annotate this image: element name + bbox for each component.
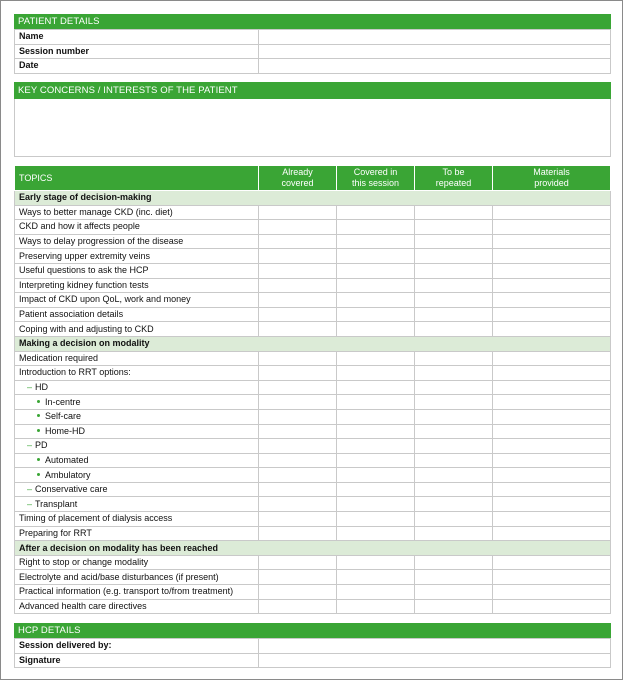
status-checkbox-cell[interactable] bbox=[337, 263, 415, 278]
topic-row bbox=[15, 366, 611, 381]
status-checkbox-cell[interactable] bbox=[493, 497, 611, 512]
patient-details-label: Session number bbox=[15, 44, 259, 59]
topic-label: PD bbox=[35, 440, 48, 451]
status-checkbox-cell[interactable] bbox=[493, 395, 611, 410]
topic-label: Preserving upper extremity veins bbox=[19, 250, 151, 261]
topic-label: Right to stop or change modality bbox=[19, 557, 149, 568]
status-checkbox-cell[interactable] bbox=[415, 468, 493, 483]
topic-row bbox=[15, 249, 611, 264]
topic-label: In-centre bbox=[45, 396, 81, 407]
key-concerns-header: KEY CONCERNS / INTERESTS OF THE PATIENT bbox=[14, 82, 611, 99]
topic-row bbox=[15, 293, 611, 308]
status-checkbox-cell[interactable] bbox=[415, 395, 493, 410]
status-checkbox-cell[interactable] bbox=[493, 205, 611, 220]
status-column-header: To be repeated bbox=[415, 166, 493, 191]
topics-section bbox=[14, 165, 611, 614]
status-checkbox-cell[interactable] bbox=[493, 220, 611, 235]
topic-label: Practical information (e.g. transport to/from treatment) bbox=[19, 586, 234, 597]
status-checkbox-cell[interactable] bbox=[493, 453, 611, 468]
status-checkbox-cell[interactable] bbox=[337, 322, 415, 337]
status-checkbox-cell[interactable] bbox=[259, 526, 337, 541]
patient-details-value-field[interactable] bbox=[259, 44, 611, 59]
hcp-details-header: HCP DETAILS bbox=[14, 623, 611, 638]
status-checkbox-cell[interactable] bbox=[259, 205, 337, 220]
status-checkbox-cell[interactable] bbox=[337, 234, 415, 249]
topic-label: Preparing for RRT bbox=[19, 527, 92, 538]
status-checkbox-cell[interactable] bbox=[259, 599, 337, 614]
dot-bullet-icon bbox=[37, 473, 40, 476]
status-checkbox-cell[interactable] bbox=[493, 380, 611, 395]
status-checkbox-cell[interactable] bbox=[493, 351, 611, 366]
patient-details-value-field[interactable] bbox=[259, 30, 611, 45]
topic-cell bbox=[15, 555, 259, 570]
topic-row bbox=[15, 351, 611, 366]
hcp-details-row bbox=[15, 653, 611, 668]
topic-cell bbox=[15, 307, 259, 322]
status-checkbox-cell[interactable] bbox=[415, 263, 493, 278]
status-checkbox-cell[interactable] bbox=[493, 234, 611, 249]
hcp-details-table bbox=[14, 638, 611, 668]
status-checkbox-cell[interactable] bbox=[415, 570, 493, 585]
topic-cell bbox=[15, 351, 259, 366]
topic-label: Ambulatory bbox=[45, 469, 91, 480]
topic-row bbox=[15, 497, 611, 512]
dash-bullet-icon: – bbox=[27, 498, 33, 509]
status-checkbox-cell[interactable] bbox=[259, 409, 337, 424]
status-checkbox-cell[interactable] bbox=[415, 512, 493, 527]
topic-label: Ways to better manage CKD (inc. diet) bbox=[19, 206, 173, 217]
status-checkbox-cell[interactable] bbox=[415, 322, 493, 337]
topic-label: Transplant bbox=[35, 498, 78, 509]
topic-label: CKD and how it affects people bbox=[19, 221, 140, 232]
status-checkbox-cell[interactable] bbox=[493, 249, 611, 264]
status-checkbox-cell[interactable] bbox=[493, 293, 611, 308]
topic-cell bbox=[15, 278, 259, 293]
topic-row bbox=[15, 512, 611, 527]
topic-cell bbox=[15, 599, 259, 614]
topic-cell bbox=[15, 322, 259, 337]
status-checkbox-cell[interactable] bbox=[493, 599, 611, 614]
status-checkbox-cell[interactable] bbox=[415, 293, 493, 308]
topic-label: Self-care bbox=[45, 411, 82, 422]
status-checkbox-cell[interactable] bbox=[337, 205, 415, 220]
status-checkbox-cell[interactable] bbox=[415, 497, 493, 512]
topic-label: Automated bbox=[45, 454, 89, 465]
key-concerns-field[interactable] bbox=[14, 99, 611, 157]
topic-row bbox=[15, 585, 611, 600]
status-checkbox-cell[interactable] bbox=[337, 497, 415, 512]
status-checkbox-cell[interactable] bbox=[415, 380, 493, 395]
topic-row bbox=[15, 322, 611, 337]
status-column-header: Materials provided bbox=[493, 166, 611, 191]
dash-bullet-icon: – bbox=[27, 484, 33, 495]
topic-label: Advanced health care directives bbox=[19, 600, 147, 611]
hcp-details-value-field[interactable] bbox=[259, 653, 611, 668]
status-checkbox-cell[interactable] bbox=[259, 263, 337, 278]
topic-cell bbox=[15, 512, 259, 527]
section-row bbox=[15, 541, 611, 556]
section-row bbox=[15, 336, 611, 351]
topic-label: Ways to delay progression of the disease bbox=[19, 236, 184, 247]
section-title: Making a decision on modality bbox=[15, 336, 611, 351]
topics-table bbox=[14, 165, 611, 614]
status-checkbox-cell[interactable] bbox=[493, 512, 611, 527]
topic-row bbox=[15, 220, 611, 235]
topic-row bbox=[15, 234, 611, 249]
status-checkbox-cell[interactable] bbox=[259, 307, 337, 322]
status-checkbox-cell[interactable] bbox=[337, 351, 415, 366]
topic-label: Home-HD bbox=[45, 425, 86, 436]
patient-details-value-field[interactable] bbox=[259, 59, 611, 74]
status-checkbox-cell[interactable] bbox=[493, 482, 611, 497]
topic-row bbox=[15, 409, 611, 424]
status-checkbox-cell[interactable] bbox=[493, 570, 611, 585]
topic-cell bbox=[15, 263, 259, 278]
topic-cell bbox=[15, 249, 259, 264]
topic-cell bbox=[15, 380, 259, 395]
status-checkbox-cell[interactable] bbox=[259, 366, 337, 381]
topic-label: Electrolyte and acid/base disturbances (if present) bbox=[19, 571, 219, 582]
topic-cell bbox=[15, 570, 259, 585]
status-checkbox-cell[interactable] bbox=[415, 307, 493, 322]
status-checkbox-cell[interactable] bbox=[259, 482, 337, 497]
status-checkbox-cell[interactable] bbox=[415, 205, 493, 220]
status-checkbox-cell[interactable] bbox=[259, 249, 337, 264]
status-checkbox-cell[interactable] bbox=[415, 599, 493, 614]
dash-bullet-icon: – bbox=[27, 382, 33, 393]
patient-details-label: Name bbox=[15, 30, 259, 45]
topic-cell bbox=[15, 526, 259, 541]
status-checkbox-cell[interactable] bbox=[493, 366, 611, 381]
key-concerns-section bbox=[14, 82, 611, 157]
topic-row bbox=[15, 205, 611, 220]
dot-bullet-icon bbox=[37, 414, 40, 417]
status-checkbox-cell[interactable] bbox=[415, 526, 493, 541]
status-checkbox-cell[interactable] bbox=[259, 234, 337, 249]
topic-row bbox=[15, 278, 611, 293]
topic-row bbox=[15, 468, 611, 483]
status-checkbox-cell[interactable] bbox=[259, 278, 337, 293]
topic-label: Medication required bbox=[19, 352, 99, 363]
patient-details-row bbox=[15, 44, 611, 59]
status-checkbox-cell[interactable] bbox=[493, 439, 611, 454]
status-checkbox-cell[interactable] bbox=[415, 234, 493, 249]
topic-row bbox=[15, 263, 611, 278]
patient-details-header: PATIENT DETAILS bbox=[14, 14, 611, 29]
status-checkbox-cell[interactable] bbox=[415, 220, 493, 235]
status-checkbox-cell[interactable] bbox=[337, 380, 415, 395]
status-checkbox-cell[interactable] bbox=[337, 453, 415, 468]
topic-label: Patient association details bbox=[19, 309, 124, 320]
hcp-details-label: Session delivered by: bbox=[15, 639, 259, 654]
topic-row bbox=[15, 526, 611, 541]
status-checkbox-cell[interactable] bbox=[415, 351, 493, 366]
patient-details-label: Date bbox=[15, 59, 259, 74]
section-title: Early stage of decision-making bbox=[15, 191, 611, 206]
status-checkbox-cell[interactable] bbox=[259, 439, 337, 454]
topic-cell bbox=[15, 497, 259, 512]
patient-details-row bbox=[15, 59, 611, 74]
patient-details-row bbox=[15, 30, 611, 45]
topic-row bbox=[15, 599, 611, 614]
status-checkbox-cell[interactable] bbox=[415, 453, 493, 468]
status-checkbox-cell[interactable] bbox=[337, 409, 415, 424]
topic-cell bbox=[15, 409, 259, 424]
section-title: After a decision on modality has been reached bbox=[15, 541, 611, 556]
status-checkbox-cell[interactable] bbox=[337, 366, 415, 381]
status-checkbox-cell[interactable] bbox=[415, 439, 493, 454]
status-checkbox-cell[interactable] bbox=[259, 453, 337, 468]
topic-row bbox=[15, 439, 611, 454]
status-checkbox-cell[interactable] bbox=[415, 409, 493, 424]
status-checkbox-cell[interactable] bbox=[337, 526, 415, 541]
status-checkbox-cell[interactable] bbox=[337, 307, 415, 322]
topic-label: Timing of placement of dialysis access bbox=[19, 513, 173, 524]
status-checkbox-cell[interactable] bbox=[493, 468, 611, 483]
topic-row bbox=[15, 570, 611, 585]
topic-label: Coping with and adjusting to CKD bbox=[19, 323, 154, 334]
dot-bullet-icon bbox=[37, 400, 40, 403]
status-checkbox-cell[interactable] bbox=[493, 322, 611, 337]
status-checkbox-cell[interactable] bbox=[415, 249, 493, 264]
status-checkbox-cell[interactable] bbox=[337, 482, 415, 497]
topic-cell bbox=[15, 585, 259, 600]
status-checkbox-cell[interactable] bbox=[259, 468, 337, 483]
status-checkbox-cell[interactable] bbox=[415, 424, 493, 439]
topic-cell bbox=[15, 482, 259, 497]
dot-bullet-icon bbox=[37, 429, 40, 432]
status-checkbox-cell[interactable] bbox=[337, 570, 415, 585]
status-column-header: Covered in this session bbox=[337, 166, 415, 191]
topic-label: Interpreting kidney function tests bbox=[19, 279, 149, 290]
topic-label: Conservative care bbox=[35, 484, 108, 495]
section-row bbox=[15, 191, 611, 206]
status-checkbox-cell[interactable] bbox=[337, 220, 415, 235]
status-checkbox-cell[interactable] bbox=[415, 585, 493, 600]
topic-cell bbox=[15, 424, 259, 439]
status-checkbox-cell[interactable] bbox=[415, 278, 493, 293]
status-checkbox-cell[interactable] bbox=[337, 424, 415, 439]
status-checkbox-cell[interactable] bbox=[259, 380, 337, 395]
status-checkbox-cell[interactable] bbox=[415, 366, 493, 381]
status-checkbox-cell[interactable] bbox=[493, 424, 611, 439]
topic-cell bbox=[15, 395, 259, 410]
topic-cell bbox=[15, 468, 259, 483]
topic-row bbox=[15, 453, 611, 468]
topic-cell bbox=[15, 234, 259, 249]
status-checkbox-cell[interactable] bbox=[259, 293, 337, 308]
topic-label: Useful questions to ask the HCP bbox=[19, 265, 149, 276]
hcp-details-section bbox=[14, 623, 611, 668]
topic-row bbox=[15, 380, 611, 395]
hcp-details-value-field[interactable] bbox=[259, 639, 611, 654]
status-checkbox-cell[interactable] bbox=[259, 424, 337, 439]
status-checkbox-cell[interactable] bbox=[259, 497, 337, 512]
topic-cell bbox=[15, 293, 259, 308]
hcp-details-row bbox=[15, 639, 611, 654]
status-checkbox-cell[interactable] bbox=[415, 555, 493, 570]
patient-details-table bbox=[14, 29, 611, 74]
status-checkbox-cell[interactable] bbox=[337, 278, 415, 293]
topic-row bbox=[15, 482, 611, 497]
status-checkbox-cell[interactable] bbox=[337, 249, 415, 264]
status-checkbox-cell[interactable] bbox=[259, 585, 337, 600]
topic-label: Impact of CKD upon QoL, work and money bbox=[19, 294, 191, 305]
status-checkbox-cell[interactable] bbox=[337, 585, 415, 600]
topic-row bbox=[15, 424, 611, 439]
status-checkbox-cell[interactable] bbox=[493, 263, 611, 278]
topic-cell bbox=[15, 220, 259, 235]
topic-row bbox=[15, 555, 611, 570]
status-checkbox-cell[interactable] bbox=[337, 599, 415, 614]
status-checkbox-cell[interactable] bbox=[259, 512, 337, 527]
topic-label: HD bbox=[35, 382, 49, 393]
topic-cell bbox=[15, 453, 259, 468]
status-checkbox-cell[interactable] bbox=[337, 395, 415, 410]
status-checkbox-cell[interactable] bbox=[493, 585, 611, 600]
status-checkbox-cell[interactable] bbox=[493, 555, 611, 570]
status-checkbox-cell[interactable] bbox=[337, 512, 415, 527]
topic-cell bbox=[15, 366, 259, 381]
topic-label: Introduction to RRT options: bbox=[19, 367, 131, 378]
status-checkbox-cell[interactable] bbox=[493, 526, 611, 541]
status-checkbox-cell[interactable] bbox=[493, 307, 611, 322]
topic-row bbox=[15, 307, 611, 322]
hcp-details-label: Signature bbox=[15, 653, 259, 668]
status-checkbox-cell[interactable] bbox=[259, 555, 337, 570]
topic-row bbox=[15, 395, 611, 410]
status-checkbox-cell[interactable] bbox=[259, 351, 337, 366]
topics-column-header: TOPICS bbox=[15, 166, 259, 191]
status-checkbox-cell[interactable] bbox=[415, 482, 493, 497]
status-checkbox-cell[interactable] bbox=[337, 468, 415, 483]
status-checkbox-cell[interactable] bbox=[259, 395, 337, 410]
patient-details-section bbox=[14, 14, 611, 74]
status-checkbox-cell[interactable] bbox=[493, 278, 611, 293]
status-checkbox-cell[interactable] bbox=[259, 570, 337, 585]
status-checkbox-cell[interactable] bbox=[259, 220, 337, 235]
status-checkbox-cell[interactable] bbox=[337, 439, 415, 454]
status-checkbox-cell[interactable] bbox=[337, 555, 415, 570]
dot-bullet-icon bbox=[37, 458, 40, 461]
status-column-header: Already covered bbox=[259, 166, 337, 191]
status-checkbox-cell[interactable] bbox=[337, 293, 415, 308]
topic-cell bbox=[15, 205, 259, 220]
status-checkbox-cell[interactable] bbox=[259, 322, 337, 337]
topic-cell bbox=[15, 439, 259, 454]
status-checkbox-cell[interactable] bbox=[493, 409, 611, 424]
dash-bullet-icon: – bbox=[27, 440, 33, 451]
